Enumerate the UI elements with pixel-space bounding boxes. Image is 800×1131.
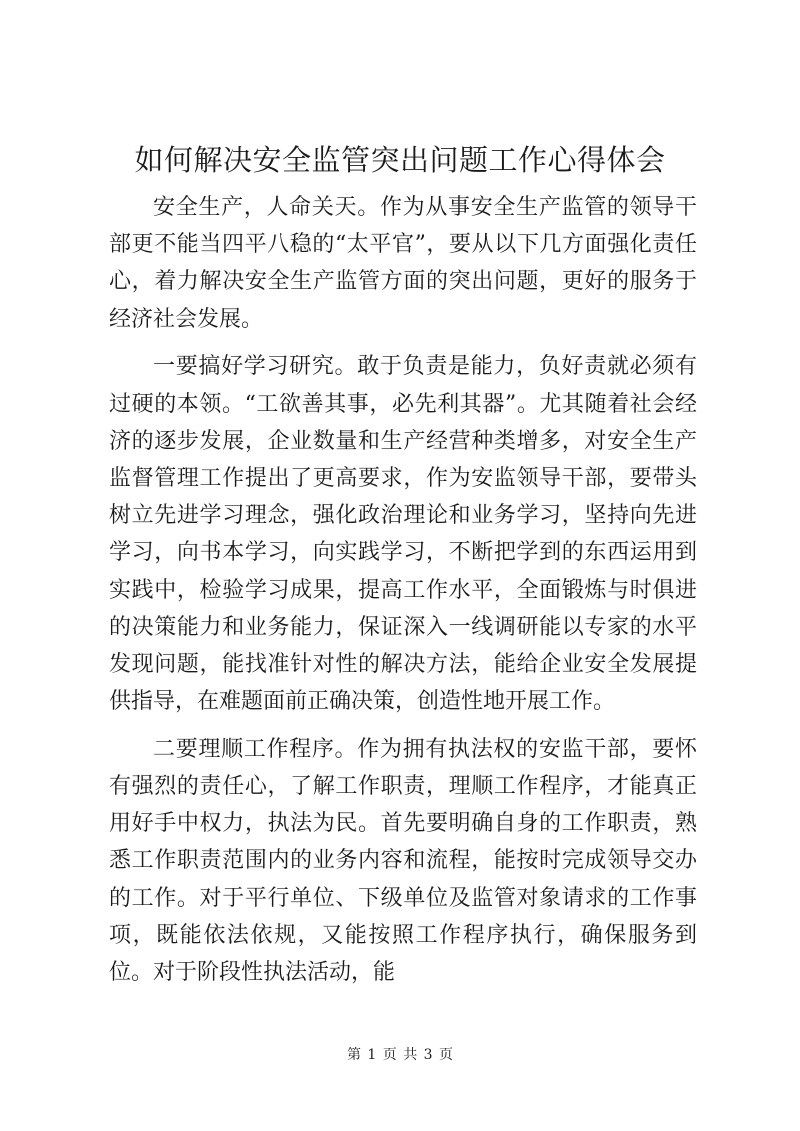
paragraph-study: 一要搞好学习研究。敢于负责是能力，负好责就必须有过硬的本领。“工欲善其事，必先利其器”。尤其随着社会经济的逐步发展，企业数量和生产经营种类增多，对安全生产监督管理工作提出了更高要求，作为安监领导干部，要带头树立先进学习理念，强化政治理论和业务学习，坚持向先进学习，向书本学习，向实践学习，不断把学到的东西运用到实践中，检验学习成果，提高工作水平，全面锻炼与时俱进的决策能力和业务能力，保证深入一线调研能以专家的水平发现问题，能找准针对性的解决方法，能给企业安全发展提供指导，在难题面前正确决策，创造性地开展工作。 xyxy=(109,354,697,715)
document-title: 如何解决安全监管突出问题工作心得体会 xyxy=(134,143,666,177)
page-footer: 第 1 页 共 3 页 xyxy=(346,1047,454,1063)
paragraph-procedure: 二要理顺工作程序。作为拥有执法权的安监干部，要怀有强烈的责任心，了解工作职责，理顺工作程序，才能真正用好手中权力，执法为民。首先要明确自身的工作职责，熟悉工作职责范围内的业务内容和流程，能按时完成领导交办的工作。对于平行单位、下级单位及监管对象请求的工作事项，既能依法依规，又能按照工作程序执行，确保服务到位。对于阶段性执法活动，能 xyxy=(109,736,697,986)
paragraph-intro: 安全生产，人命关天。作为从事安全生产监管的领导干部更不能当四平八稳的“太平官”，要从以下几方面强化责任心，着力解决安全生产监管方面的突出问题，更好的服务于经济社会发展。 xyxy=(109,195,697,332)
document-body xyxy=(109,189,697,1002)
